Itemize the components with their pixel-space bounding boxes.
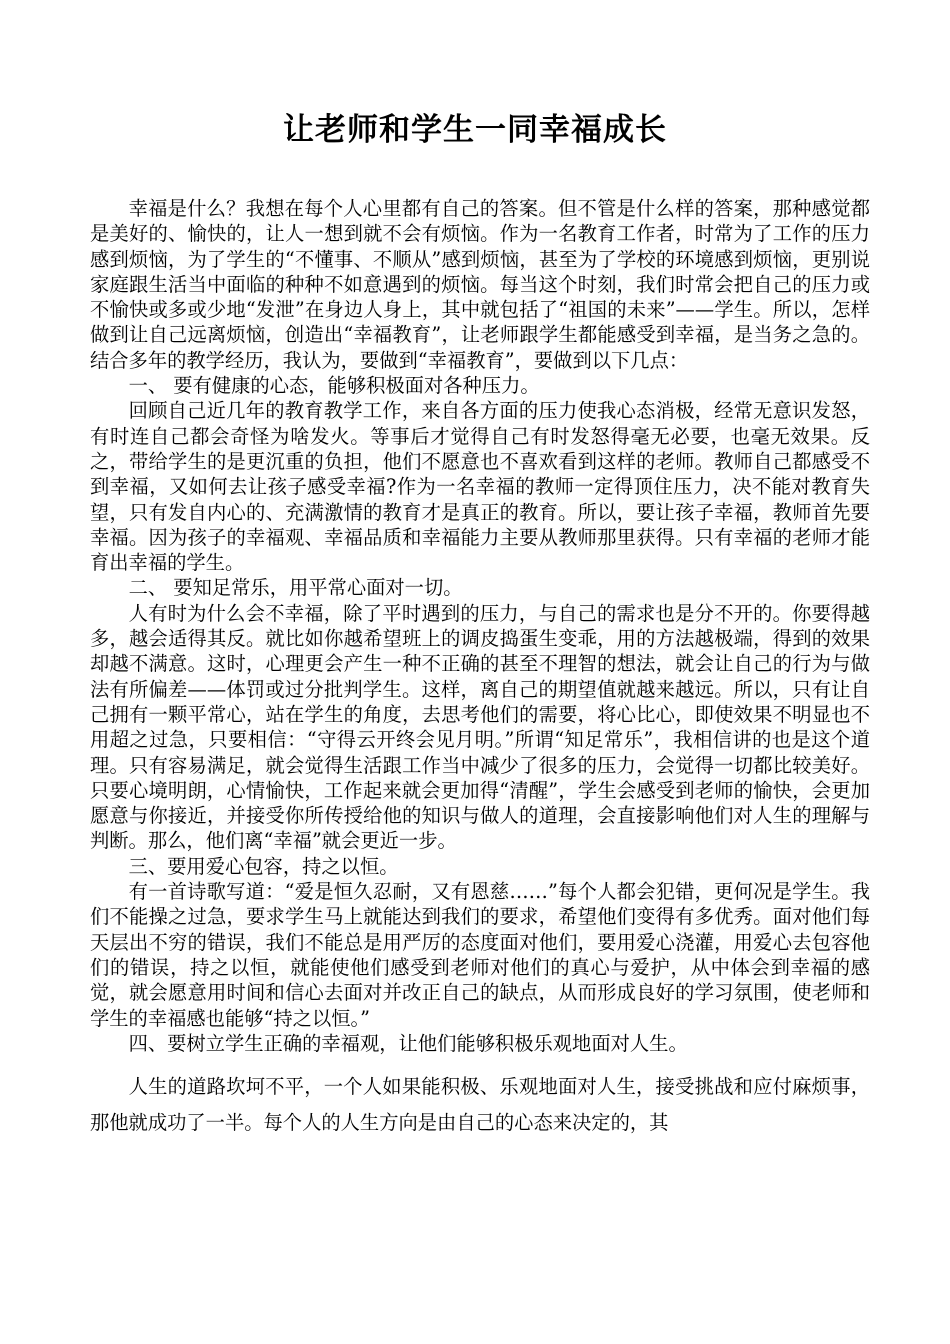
paragraph-section-3: 有一首诗歌写道：“爱是恒久忍耐，又有恩慈……”每个人都会犯错，更何况是学生。我们不能操之过急，要求学生马上就能达到我们的要求，希望他们变得有多优秀。面对他们每天层出不穷的错误，我们不能总是用严厉的态度面对他们，要用爱心浇灌，用爱心去包容他们的错误，持之以恒，就能使他们感受到老师对他们的真心与爱护，从中体会到幸福的感觉，就会愿意用时间和信心去面对并改正自己的缺点，从而形成良好的学习氛围，使老师和学生的幸福感也能够“持之以恒。” — [90, 880, 870, 1030]
page-title: 让老师和学生一同幸福成长 — [283, 112, 667, 148]
paragraph-section-4: 人生的道路坎坷不平，一个人如果能积极、乐观地面对人生，接受挑战和应付麻烦事，那他就成功了一半。每个人的人生方向是由自己的心态来决定的，其 — [90, 1075, 870, 1135]
section-heading-2: 二、 要知足常乐，用平常心面对一切。 — [128, 576, 463, 600]
section-heading-3: 三、要用爱心包容，持之以恒。 — [128, 854, 399, 878]
document-body — [90, 196, 870, 1141]
section-heading-1: 一、 要有健康的心态，能够积极面对各种压力。 — [128, 374, 540, 398]
section-heading-4: 四、要树立学生正确的幸福观，让他们能够积极乐观地面对人生。 — [128, 1031, 688, 1055]
paragraph-section-2: 人有时为什么会不幸福，除了平时遇到的压力，与自己的需求也是分不开的。你要得越多，越会适得其反。就比如你越希望班上的调皮捣蛋生变乖，用的方法越极端，得到的效果却越不满意。这时，心理更会产生一种不正确的甚至不理智的想法，就会让自己的行为与做法有所偏差——体罚或过分批判学生。这样，离自己的期望值就越来越远。所以，只有让自己拥有一颗平常心，站在学生的角度，去思考他们的需要，将心比心，即使效果不明显也不用超之过急，只要相信：“守得云开终会见月明。”所谓“知足常乐”，我相信讲的也是这个道理。只有容易满足，就会觉得生活跟工作当中减少了很多的压力，会觉得一切都比较美好。只要心境明朗，心情愉快，工作起来就会更加得“清醒”，学生会感受到老师的愉快，会更加愿意与你接近，并接受你所传授给他的知识与做人的道理，会直接影响他们对人生的理解与判断。那么，他们离“幸福”就会更近一步。 — [90, 601, 870, 853]
paragraph-section-1: 回顾自己近几年的教育教学工作，来自各方面的压力使我心态消极，经常无意识发怒，有时连自己都会奇怪为啥发火。等事后才觉得自己有时发怒得毫无必要，也毫无效果。反之，带给学生的是更沉重的负担，他们不愿意也不喜欢看到这样的老师。教师自己都感受不到幸福，又如何去让孩子感受幸福?作为一名幸福的教师一定得顶住压力，决不能对教育失望，只有发自内心的、充满激情的教育才是真正的教育。所以，要让孩子幸福，教师首先要幸福。因为孩子的幸福观、幸福品质和幸福能力主要从教师那里获得。只有幸福的老师才能育出幸福的学生。 — [90, 399, 870, 575]
paragraph-intro: 幸福是什么？我想在每个人心里都有自己的答案。但不管是什么样的答案，那种感觉都是美好的、愉快的，让人一想到就不会有烦恼。作为一名教育工作者，时常为了工作的压力感到烦恼，为了学生的“不懂事、不顺从”感到烦恼，甚至为了学校的环境感到烦恼，更别说家庭跟生活当中面临的种种不如意遇到的烦恼。每当这个时刻，我们时常会把自己的压力或不愉快或多或少地“发泄”在身边人身上，其中就包括了“祖国的未来”——学生。所以，怎样做到让自己远离烦恼，创造出“幸福教育”，让老师跟学生都能感受到幸福，是当务之急的。结合多年的教学经历，我认为，要做到“幸福教育”，要做到以下几点： — [90, 197, 870, 372]
